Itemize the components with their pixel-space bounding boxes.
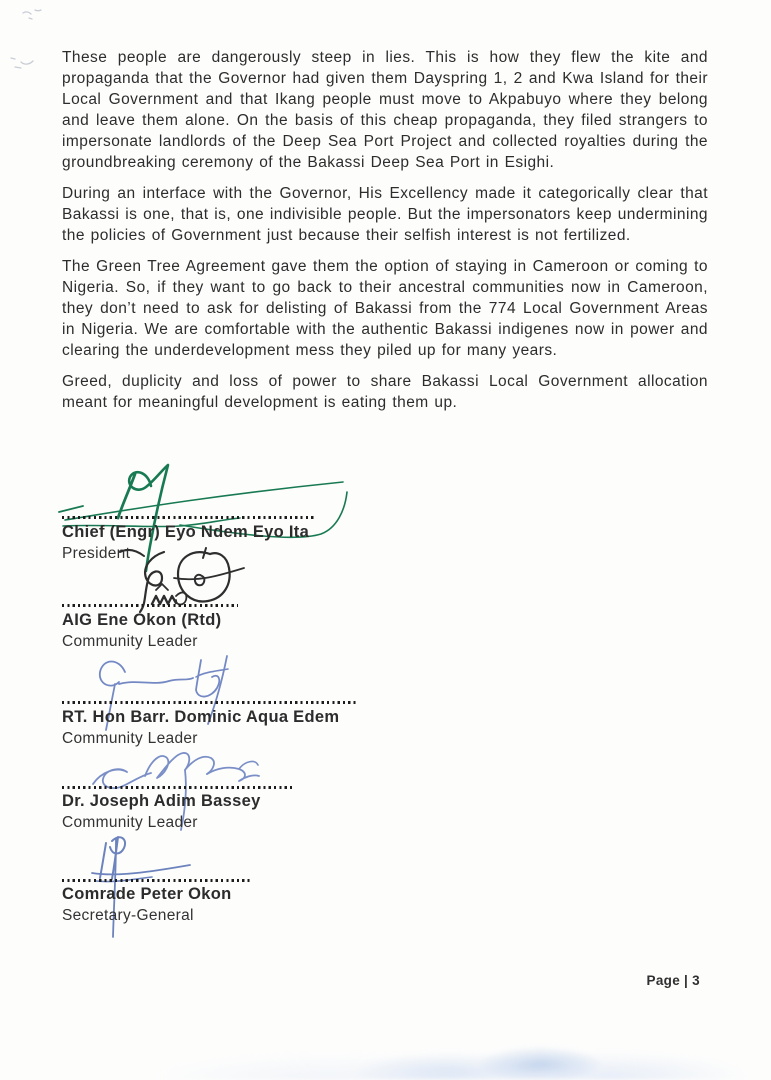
signatory-name: AIG Ene Okon (Rtd): [62, 611, 222, 629]
signatory-name: Dr. Joseph Adim Bassey: [62, 792, 261, 810]
signatory-title: President: [62, 545, 131, 562]
bottom-stain: [0, 990, 771, 1080]
body-paragraph: These people are dangerously steep in lies. This is how they flew the kite and propaganda that the Governor had given them Dayspring 1, 2 and Kwa Island for their Local Government and that Ikang people must move to Akpabuyo where they belong and leave them alone. On the basis of this cheap propaganda, they filed strangers to impersonate landlords of the Deep Sea Port Project and collected royalties during the groundbreaking ceremony of the Bakassi Deep Sea Port in Esighi.: [62, 49, 708, 172]
dotted-signature-line: [62, 516, 315, 519]
signatory-name: RT. Hon Barr. Dominic Aqua Edem: [62, 708, 340, 726]
signatory-name: Comrade Peter Okon: [62, 885, 232, 903]
signatory-name: Chief (Engr) Eyo Ndem Eyo Ita: [62, 523, 310, 541]
signatory-title: Secretary-General: [62, 907, 194, 924]
dotted-signature-line: [62, 604, 238, 607]
body-paragraph: The Green Tree Agreement gave them the option of staying in Cameroon or coming to Nigeria. So, if they want to go back to their ancestral communities now in Cameroon, they don’t need to ask for delisting of Bakassi from the 774 Local Government Areas in Nigeria. We are comfortable with the authentic Bakassi indigenes now in power and clearing the underdevelopment mess they piled up for many years.: [62, 257, 708, 360]
dotted-signature-line: [62, 786, 292, 789]
page-number: Page | 3: [646, 973, 700, 988]
pencil-marks: [5, 3, 65, 78]
body-paragraph: During an interface with the Governor, His Excellency made it categorically clear that Bakassi is one, that is, one indivisible people. But the impersonators keep undermining the policies of Government just because their selfish interest is not fertilized.: [62, 185, 708, 245]
body-paragraph: Greed, duplicity and loss of power to share Bakassi Local Government allocation meant for meaningful development is eating them up.: [62, 372, 708, 411]
letter-body: [62, 47, 708, 423]
signatory-title: Community Leader: [62, 814, 198, 831]
signatory-title: Community Leader: [62, 633, 198, 650]
dotted-signature-line: [62, 879, 253, 882]
dotted-signature-line: [62, 701, 357, 704]
signatory-title: Community Leader: [62, 730, 198, 747]
